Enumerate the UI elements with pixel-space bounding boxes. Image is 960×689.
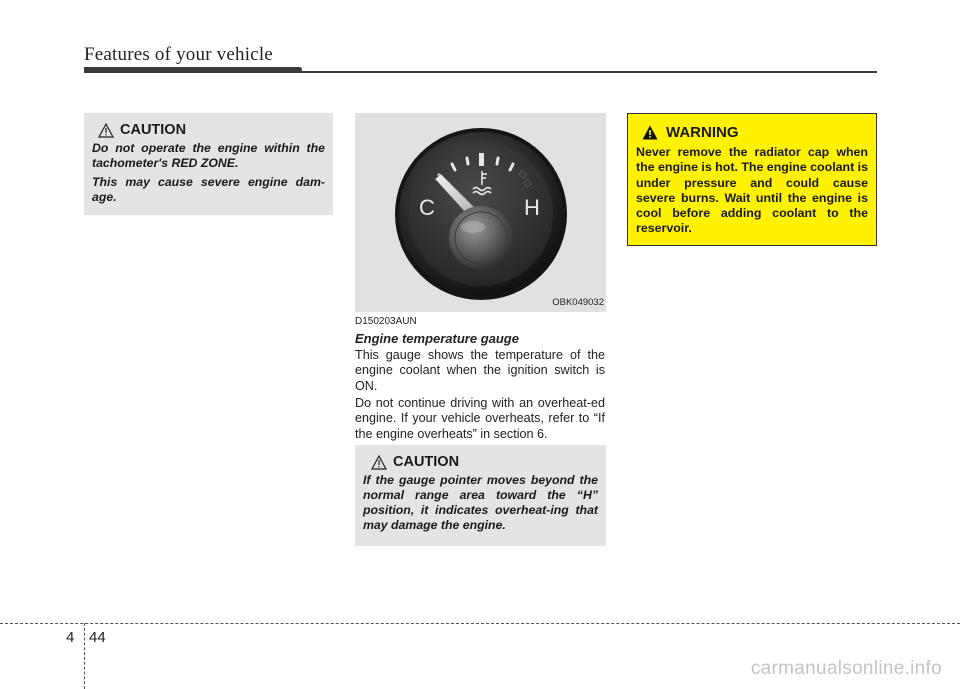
- warning-box-radiator: [627, 113, 877, 246]
- caution-text: This may cause severe engine dam-age.: [92, 175, 325, 204]
- caution-triangle-icon: [371, 455, 387, 470]
- warning-heading: WARNING: [666, 124, 739, 141]
- caution-heading: CAUTION: [393, 454, 460, 470]
- section-code: D150203AUN: [355, 316, 417, 327]
- caution-text: Do not operate the engine within the tachometer's RED ZONE.: [92, 141, 325, 170]
- caution-heading-row: [92, 122, 325, 138]
- gauge-hot-label: H: [524, 195, 540, 220]
- caution-box-tachometer: [84, 113, 333, 215]
- section-title: Engine temperature gauge: [355, 331, 519, 346]
- section-paragraph: Do not continue driving with an overheat-ed engine. If your vehicle overheats, refer to “If the engine overheats” in section 6.: [355, 396, 605, 441]
- caution-heading-row: [363, 454, 598, 470]
- section-paragraph: This gauge shows the temperature of the engine coolant when the ignition switch is ON.: [355, 348, 605, 393]
- page-header-title: Features of your vehicle: [84, 44, 273, 65]
- gauge-cold-label: C: [419, 195, 435, 220]
- figure-code: OBK049032: [552, 297, 604, 308]
- warning-heading-row: [636, 124, 868, 141]
- caution-heading: CAUTION: [120, 122, 187, 138]
- chapter-number: 4: [66, 629, 75, 646]
- warning-triangle-icon: [642, 125, 658, 140]
- warning-text: Never remove the radiator cap when the engine is hot. The engine coolant is under pressure and could cause severe burns. Wait until the engine is cool before adding coolant to the reservoir.: [636, 145, 869, 236]
- caution-text: If the gauge pointer moves beyond the normal range area toward the “H” position, it indicates overheat-ing that may damage the engine.: [363, 473, 598, 532]
- page-number: 44: [89, 629, 106, 646]
- watermark: carmanualsonline.info: [750, 658, 942, 679]
- footer-divider: [84, 623, 85, 689]
- footer-rule: [0, 623, 960, 624]
- temperature-gauge-illustration: [355, 113, 606, 312]
- caution-triangle-icon: [98, 123, 114, 138]
- caution-box-overheat: [355, 445, 606, 546]
- temperature-gauge-figure: [355, 113, 606, 312]
- header-rule: [84, 71, 877, 73]
